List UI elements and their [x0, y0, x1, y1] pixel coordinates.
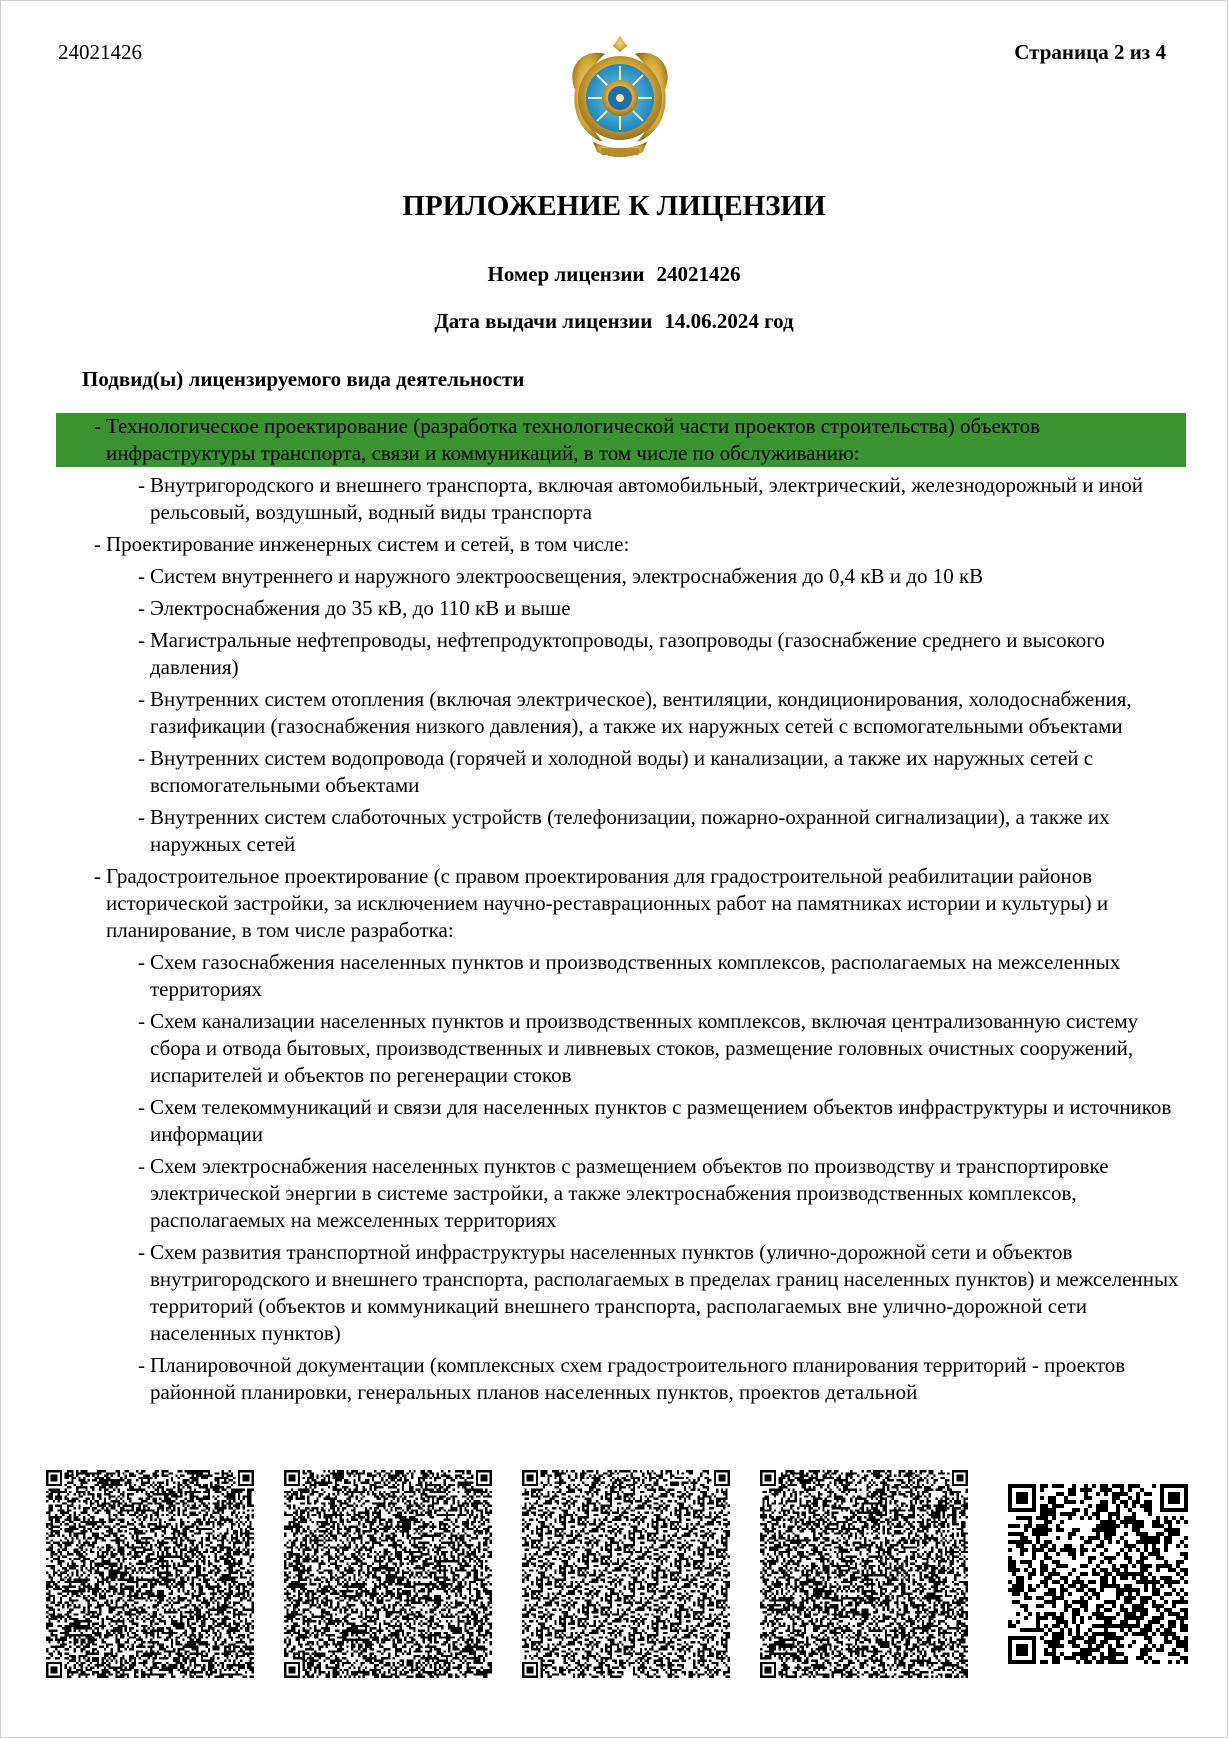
activity-text: Схем развития транспортной инфраструктуры населенных пунктов (улично-дорожной сети и объектов внутригородского и внешнего транспорта, располагаемых в пределах границ населенных пунктов) и межселенных территорий (объектов и коммуникаций внешнего транспорта, располагаемых вне улично-дорожной сети населенных пунктов) [150, 1240, 1179, 1345]
license-number-label: Номер лицензии [487, 262, 645, 286]
page-title: ПРИЛОЖЕНИЕ К ЛИЦЕНЗИИ [402, 190, 826, 222]
activity-subitem [56, 949, 1186, 1003]
list-dash: - [94, 532, 101, 556]
activity-text: Внутренних систем водопровода (горячей и холодной воды) и канализации, а также их наружных сетей с вспомогательными объектами [150, 746, 1094, 797]
activity-text: Планировочной документации (комплексных схем градостроительного планирования территорий - проектов районной планировки, генеральных планов населенных пунктов, проектов детальной [150, 1353, 1126, 1404]
activity-subitem [56, 1153, 1186, 1234]
page-indicator: Страница 2 из 4 [1014, 40, 1166, 64]
list-dash: - [138, 1154, 145, 1178]
license-date-line [0, 309, 1228, 334]
activity-subitem [56, 595, 1186, 622]
license-date-label: Дата выдачи лицензии [434, 309, 653, 333]
activity-subitem [56, 563, 1186, 590]
list-dash: - [138, 473, 145, 497]
activity-text: Электроснабжения до 35 кВ, до 110 кВ и выше [150, 596, 571, 620]
list-dash: - [138, 950, 145, 974]
license-date-value: 14.06.2024 год [664, 309, 794, 333]
list-dash: - [94, 414, 101, 438]
activity-subitem [56, 804, 1186, 858]
license-number-line [0, 262, 1228, 287]
activity-item [56, 531, 1186, 558]
activity-text: Внутренних систем отопления (включая электрическое), вентиляции, кондиционирования, холодоснабжения, газификации (газоснабжения низкого давления), а также их наружных сетей с вспомогательными объектами [150, 687, 1132, 738]
activity-list [56, 413, 1186, 1411]
activity-subitem [56, 1008, 1186, 1089]
document-number: 24021426 [58, 40, 142, 64]
list-dash: - [138, 596, 145, 620]
license-number-value: 24021426 [656, 262, 741, 286]
activity-subitem [56, 1094, 1186, 1148]
list-dash: - [138, 687, 145, 711]
state-emblem-icon [555, 30, 685, 165]
qr-code [1008, 1484, 1188, 1664]
activity-subitem [56, 686, 1186, 740]
list-dash: - [138, 564, 145, 588]
activity-text: Систем внутреннего и наружного электроосвещения, электроснабжения до 0,4 кВ и до 10 кВ [150, 564, 984, 588]
qr-code [522, 1470, 730, 1678]
activity-text: Внутригородского и внешнего транспорта, включая автомобильный, электрический, железнодорожный и иной рельсовый, воздушный, водный виды транспорта [150, 473, 1143, 524]
list-dash: - [138, 628, 145, 652]
activity-text: Градостроительное проектирование (с правом проектирования для градостроительной реабилитации районов исторической застройки, за исключением научно-реставрационных работ на памятниках истории и культуры) и планирование, в том числе разработка: [106, 864, 1109, 942]
activity-text: Схем газоснабжения населенных пунктов и производственных комплексов, располагаемых на межселенных территориях [150, 950, 1121, 1001]
list-dash: - [138, 1353, 145, 1377]
activity-text: Проектирование инженерных систем и сетей, в том числе: [106, 532, 630, 556]
activity-subitem [56, 1352, 1186, 1406]
activity-subitem [56, 627, 1186, 681]
qr-code [760, 1470, 968, 1678]
activity-text: Технологическое проектирование (разработка технологической части проектов строительства) объектов инфраструктуры транспорта, связи и коммуникаций, в том числе по обслуживанию: [106, 414, 1041, 465]
activity-text: Магистральные нефтепроводы, нефтепродуктопроводы, газопроводы (газоснабжение среднего и высокого давления) [150, 628, 1105, 679]
list-dash: - [138, 805, 145, 829]
section-heading: Подвид(ы) лицензируемого вида деятельности [82, 367, 525, 391]
list-dash: - [138, 746, 145, 770]
activity-subitem [56, 745, 1186, 799]
qr-code-row [0, 1464, 1228, 1684]
list-dash: - [138, 1240, 145, 1264]
activity-text: Схем электроснабжения населенных пунктов с размещением объектов по производству и транспортировке электрической энергии в системе застройки, а также электроснабжения производственных комплексов, располагаемых на межселенных территориях [150, 1154, 1109, 1232]
list-dash: - [94, 864, 101, 888]
activity-subitem [56, 1239, 1186, 1347]
list-dash: - [138, 1095, 145, 1119]
qr-code [46, 1470, 254, 1678]
qr-code [284, 1470, 492, 1678]
activity-subitem [56, 472, 1186, 526]
activity-text: Внутренних систем слаботочных устройств (телефонизации, пожарно-охранной сигнализации), а также их наружных сетей [150, 805, 1110, 856]
activity-item [56, 863, 1186, 944]
list-dash: - [138, 1009, 145, 1033]
activity-text: Схем канализации населенных пунктов и производственных комплексов, включая централизованную систему сбора и отвода бытовых, производственных и ливневых стоков, размещение головных очистных сооружений, испарителей и объектов по регенерации стоков [150, 1009, 1139, 1087]
activity-item [56, 413, 1186, 467]
activity-text: Схем телекоммуникаций и связи для населенных пунктов с размещением объектов инфраструктуры и источников информации [150, 1095, 1172, 1146]
